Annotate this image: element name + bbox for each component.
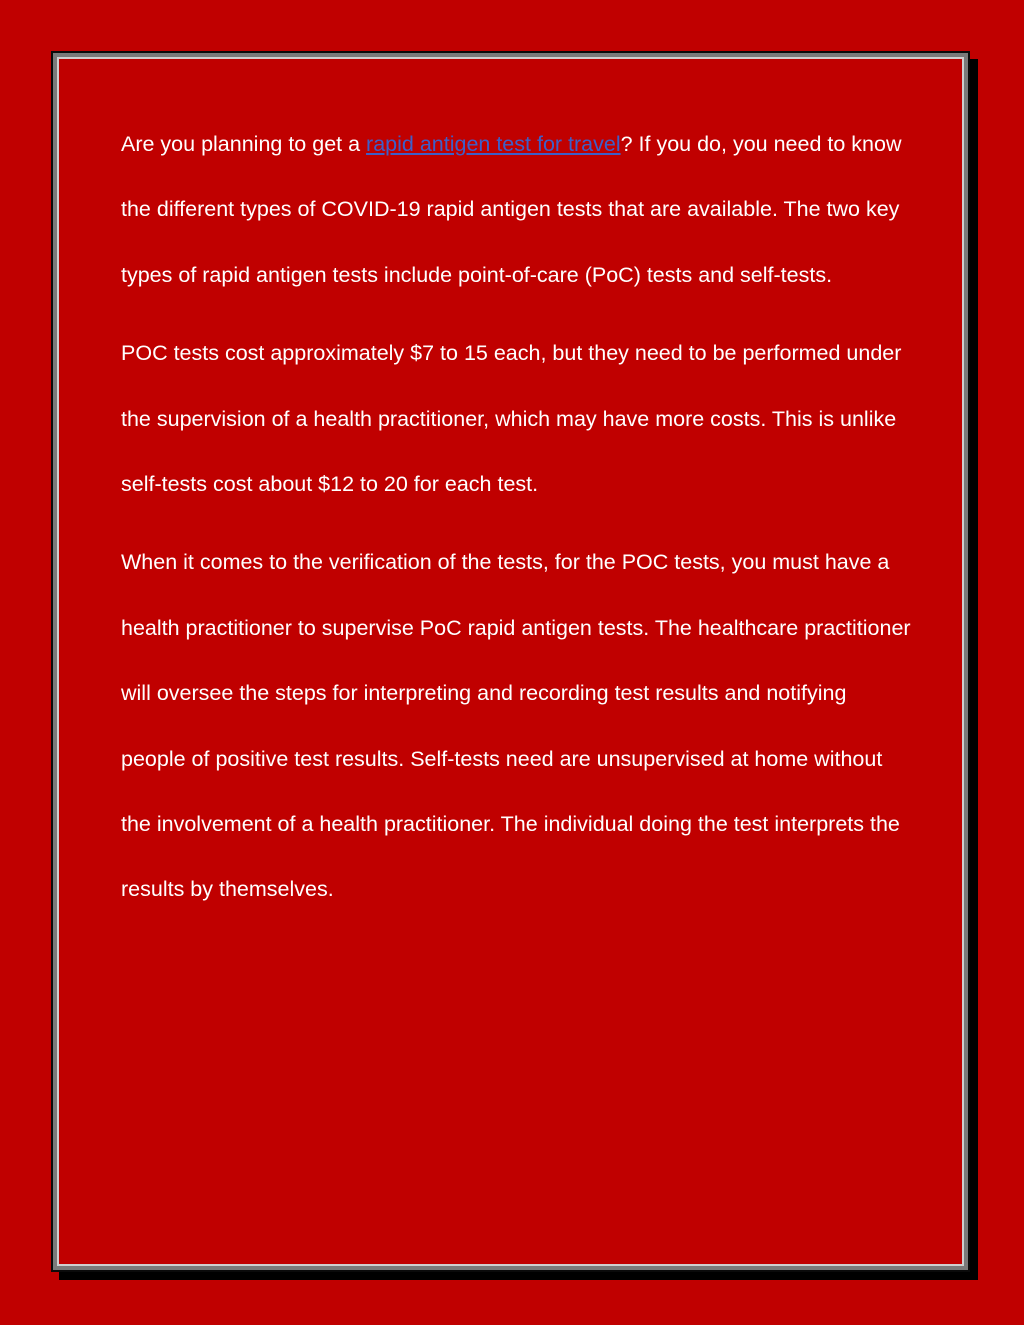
paragraph-costs: POC tests cost approximately $7 to 15 each, but they need to be performed under the supervision of a health practitioner, which may have more costs. This is unlike self-tests cost about $12 to 20 for each test. <box>121 341 902 497</box>
article-body <box>121 112 911 936</box>
intro-text-after-link: ? If you do, you need to know the different types of COVID-19 rapid antigen tests that are available. The two key types of rapid antigen tests include point-of-care (PoC) tests and self-tests. <box>121 132 902 287</box>
rapid-antigen-test-link[interactable]: rapid antigen test for travel <box>366 132 621 156</box>
intro-text-before-link: Are you planning to get a <box>121 132 367 156</box>
paragraph-verification: When it comes to the verification of the tests, for the POC tests, you must have a health practitioner to supervise PoC rapid antigen tests. The healthcare practitioner will oversee the steps for interpreting and recording test results and notifying people of positive test results. Self-tests need are unsupervised at home without the involvement of a health practitioner. The individual doing the test interprets the results by themselves. <box>121 550 911 902</box>
paragraph-intro <box>121 112 911 308</box>
